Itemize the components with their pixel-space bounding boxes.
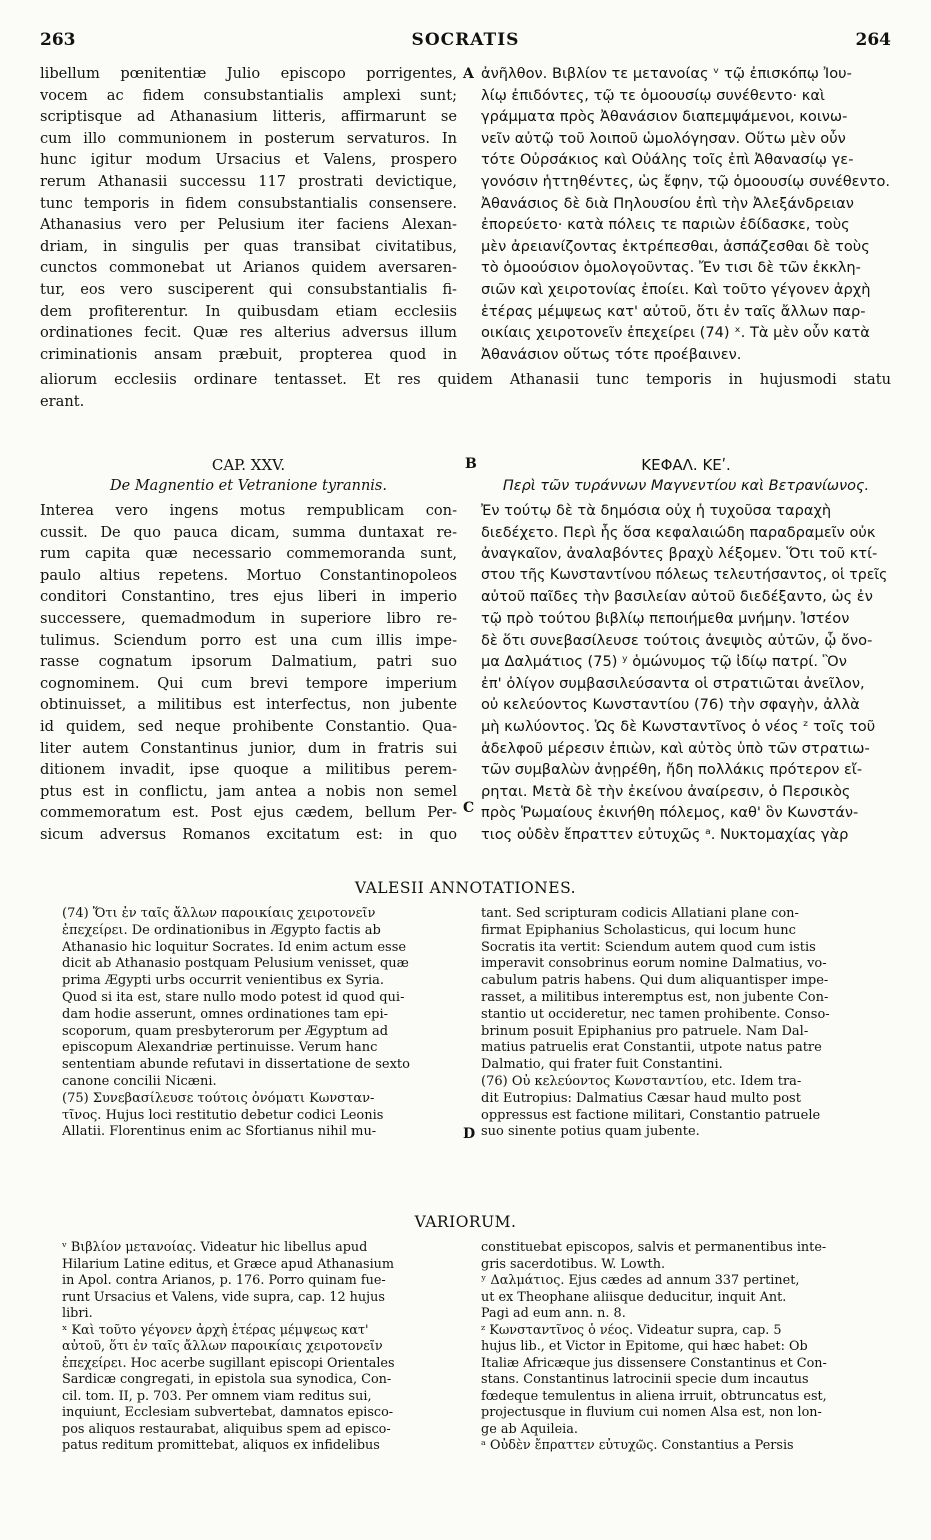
text-line: paulo altius repetens. Mortuo Constantinopoleos bbox=[40, 566, 457, 584]
text-line: tulimus. Sciendum porro est una cum illis impe- bbox=[40, 631, 457, 649]
variorum-line: Hilarium Latine editus, et Græce apud Athanasium bbox=[62, 1256, 395, 1272]
annotation-line: sententiam abunde refutavi in dissertatione de sexto bbox=[62, 1057, 410, 1073]
variorum-line: projectusque in fluvium cui nomen Alsa est, non lon- bbox=[481, 1405, 822, 1420]
text-line: cum illo communionem in posterum servaturos. In bbox=[40, 129, 457, 147]
variorum-notes-left bbox=[62, 1240, 462, 1455]
text-line: Athanasius vero per Pelusium iter faciens Alexan- bbox=[40, 216, 457, 234]
margin-marker-d: D bbox=[463, 1126, 476, 1142]
text-line: sicum adversus Romanos excitatum est: in quo bbox=[40, 825, 457, 843]
text-line: Ἀθανάσιον οὕτως τότε προέβαινεν. bbox=[481, 345, 742, 363]
greek-text-chapter bbox=[481, 500, 891, 846]
variorum-line: inquiunt, Ecclesiam subvertebat, damnatos episco- bbox=[62, 1405, 394, 1420]
chapter-heading-greek: ΚΕΦΑΛ. ΚΕʹ. bbox=[641, 456, 731, 474]
annotation-line: prima Ægypti urbs occurrit venientibus ex Syria. bbox=[62, 973, 385, 989]
annotation-line: ἐπεχείρει. De ordinationibus in Ægypto factis ab bbox=[62, 922, 381, 938]
text-line: rerum Athanasii successu 117 prostrati devictique, bbox=[40, 172, 457, 190]
variorum-line: Italiæ Africæque jus dissensere Constantinus et Con- bbox=[481, 1355, 827, 1371]
text-line: driam, in singulis per quas transibat civitatibus, bbox=[40, 237, 457, 255]
text-line: criminationis ansam præbuit, propterea quod in bbox=[40, 345, 457, 363]
text-line: τότε Οὐρσάκιος καὶ Οὐάλης τοῖς ἐπὶ Ἀθανασίῳ γε- bbox=[481, 151, 854, 169]
annotation-line: episcopum Alexandriæ pertinuisse. Verum hanc bbox=[62, 1040, 378, 1056]
annotation-line: (75) Συνεβασίλευσε τούτοις ὀνόματι Κωνσταν- bbox=[62, 1090, 375, 1106]
text-line: ἀναγκαῖον, ἀναλαβόντες βραχὺ λέξομεν. Ὅτι τοῦ κτί- bbox=[481, 545, 878, 563]
annotation-line: firmat Epiphanius Scholasticus, qui locum hunc bbox=[481, 922, 796, 938]
text-line: τῶν συμβαλὼν ἀνῃρέθη, ἤδη πολλάκις πρότερον εἴ- bbox=[481, 761, 863, 779]
variorum-line: ᶻ Κωνσταντῖνος ὁ νέος. Videatur supra, cap. 5 bbox=[481, 1322, 782, 1338]
text-line: ἑτέρας μέμψεως κατ' αὐτοῦ, ὅτι ἐν ταῖς ἄλλων παρ- bbox=[481, 302, 866, 320]
annotation-line: brinum posuit Epiphanius pro patruele. Nam Dal- bbox=[481, 1023, 809, 1039]
latin-full-width-continuation bbox=[40, 369, 891, 412]
annotation-line: τῖνος. Hujus loci restitutio debetur codici Leonis bbox=[62, 1107, 384, 1123]
variorum-line: pos aliquos restaurabat, aliquibus spem ad episco- bbox=[62, 1421, 391, 1437]
text-line: πρὸς Ῥωμαίους ἐκινήθη πόλεμος, καθ' ὃν Κωνστάν- bbox=[481, 804, 859, 822]
text-line: λίῳ ἐπιδόντες, τῷ τε ὁμοουσίῳ συνέθεντο· καὶ bbox=[481, 86, 825, 104]
text-line: ρηται. Μετὰ δὲ τὴν ἐκείνου ἀναίρεσιν, ὁ Περσικὸς bbox=[481, 782, 851, 800]
annotation-line: cabulum patris habens. Qui dum aliquantisper impe- bbox=[481, 973, 829, 989]
valesii-notes-right bbox=[481, 906, 891, 1141]
annotation-line: canone concilii Nicæni. bbox=[62, 1073, 217, 1089]
page-number-right: 264 bbox=[855, 30, 891, 50]
variorum-line: hujus lib., et Victor in Epitome, qui hæc habet: Ob bbox=[481, 1339, 808, 1354]
variorum-line: gris sacerdotibus. W. Lowth. bbox=[481, 1256, 666, 1272]
annotation-line: stantio ut occideretur, nec tamen prohibente. Conso- bbox=[481, 1006, 830, 1022]
variorum-line: Sardicæ congregati, in epistola sua synodica, Con- bbox=[62, 1372, 392, 1387]
text-line: obtinuisset, a militibus est interfectus, non jubente bbox=[40, 696, 457, 714]
text-line: τὸ ὁμοούσιον ὁμολογοῦντας. Ἔν τισι δὲ τῶν ἐκκλη- bbox=[481, 259, 861, 277]
variorum-line: ᵛ Βιβλίον μετανοίας. Videatur hic libellus apud bbox=[62, 1240, 368, 1255]
annotation-line: oppressus est factione militari, Constantio patruele bbox=[481, 1107, 821, 1123]
text-line: ἐπορεύετο· κατὰ πόλεις τε παριὼν ἐδίδασκε, τοὺς bbox=[481, 216, 850, 234]
text-line: hunc igitur modum Ursacius et Valens, prospero bbox=[40, 151, 457, 169]
variorum-line: ᵃ Οὐδὲν ἔπραττεν εὐτυχῶς. Constantius a Persis bbox=[481, 1438, 794, 1453]
annotation-line: suo sinente potius quam jubente. bbox=[481, 1124, 700, 1140]
text-line: tunc temporis in fidem consubstantialis consensere. bbox=[40, 194, 457, 212]
text-line: rasse cognatum ipsorum Dalmatium, patri suo bbox=[40, 653, 457, 671]
text-line: μὲν ἀρειανίζοντας ἐκτρέπεσθαι, ἀσπάζεσθαι δὲ τοὺς bbox=[481, 237, 870, 255]
text-line: cunctos commonebat ut Arianos quidem aversaren- bbox=[40, 259, 457, 277]
text-line: ditionem invadit, ipse quoque a militibus perem- bbox=[40, 761, 457, 779]
variorum-line: in Apol. contra Arianos, p. 176. Porro quinam fue- bbox=[62, 1273, 386, 1288]
text-line: Interea vero ingens motus rempublicam con- bbox=[40, 502, 457, 519]
annotation-line: dam hodie asserunt, omnes ordinationes tam epi- bbox=[62, 1006, 389, 1022]
chapter-subtitle-latin: De Magnentio et Vetranione tyrannis. bbox=[110, 478, 387, 494]
text-line: ἀδελφοῦ μέρεσιν ἐπιὼν, καὶ αὐτὸς ὑπὸ τῶν στρατιω- bbox=[481, 739, 870, 757]
text-line: ἀνῆλθον. Βιβλίον τε μετανοίας ᵛ τῷ ἐπισκόπῳ Ἰου- bbox=[481, 65, 852, 82]
text-line: scriptisque ad Athanasium litteris, affirmarunt se bbox=[40, 108, 457, 126]
variorum-line: ut ex Theophane aliisque deducitur, inquit Ant. bbox=[481, 1289, 787, 1305]
text-line: δὲ ὅτι συνεβασίλευσε τούτοις ἀνεψιὸς αὐτῶν, ᾧ ὄνο- bbox=[481, 631, 873, 649]
text-line: vocem ac fidem consubstantialis amplexi sunt; bbox=[40, 86, 457, 104]
valesii-annotations-title: VALESII ANNOTATIONES. bbox=[354, 879, 577, 897]
text-line: Ἀθανάσιος δὲ διὰ Πηλουσίου ἐπὶ τὴν Ἀλεξάνδρειαν bbox=[481, 194, 854, 212]
text-line: τιος οὐδὲν ἔπραττεν εὐτυχῶς ᵃ. Νυκτομαχίας γὰρ bbox=[481, 825, 849, 843]
variorum-line: ˣ Καὶ τοῦτο γέγονεν ἀρχὴ ἑτέρας μέμψεως κατ' bbox=[62, 1322, 369, 1338]
text-line: cussit. De quo pauca dicam, summa duntaxat re- bbox=[40, 523, 457, 541]
latin-text-top bbox=[40, 63, 457, 365]
text-line: ordinationes fecit. Quæ res alterius adversus illum bbox=[40, 324, 457, 342]
text-line: μὴ κωλύοντος. Ὡς δὲ Κωνσταντῖνος ὁ νέος ᶻ τοῖς τοῦ bbox=[481, 717, 876, 735]
text-line: tur, eos vero susciperent qui consubstantialis fi- bbox=[40, 280, 457, 298]
annotation-line: Socratis ita vertit: Sciendum autem quod cum istis bbox=[481, 939, 816, 955]
text-line: οὐ κελεύοντος Κωνσταντίου (76) τὴν σφαγὴν, ἀλλὰ bbox=[481, 696, 860, 714]
text-line: γονόσιν ἡττηθέντες, ὡς ἔφην, τῷ ὁμοουσίῳ συνέθεντο. bbox=[481, 172, 891, 190]
variorum-notes-right bbox=[481, 1240, 891, 1455]
latin-text-chapter bbox=[40, 500, 457, 846]
text-line: ἐπ' ὀλίγον συμβασιλεύσαντα οἱ στρατιῶται ἀνεῖλον, bbox=[481, 674, 865, 692]
chapter-subtitle-greek: Περὶ τῶν τυράννων Μαγνεντίου καὶ Βετρανίωνος. bbox=[502, 478, 870, 494]
annotation-line: rasset, a militibus interemptus est, non jubente Con- bbox=[481, 989, 829, 1005]
annotation-line: scoporum, quam presbyterorum per Ægyptum ad bbox=[62, 1023, 389, 1039]
text-line: στου τῆς Κωνσταντίνου πόλεως τελευτήσαντος, οἱ τρεῖς bbox=[481, 566, 888, 583]
text-line: aliorum ecclesiis ordinare tentasset. Et res quidem Athanasii tunc temporis in hujusmodi statu bbox=[40, 371, 891, 388]
variorum-line: patus reditum promittebat, aliquos ex infidelibus bbox=[62, 1438, 380, 1453]
annotation-line: imperavit consobrinus eorum nomine Dalmatius, vo- bbox=[481, 956, 827, 972]
variorum-line: cil. tom. II, p. 703. Per omnem viam reditus sui, bbox=[62, 1388, 372, 1404]
text-line: ptus est in conflictu, jam antea a nobis non semel bbox=[40, 782, 457, 800]
variorum-line: stans. Constantinus latrocinii specie dum incautus bbox=[481, 1372, 809, 1387]
annotation-line: (74) Ὅτι ἐν ταῖς ἄλλων παροικίαις χειροτονεῖν bbox=[62, 906, 376, 921]
greek-text-top bbox=[481, 63, 891, 365]
annotation-line: dicit ab Athanasio postquam Pelusium venisset, quæ bbox=[62, 956, 409, 972]
annotation-line: tant. Sed scripturam codicis Allatiani plane con- bbox=[481, 906, 799, 921]
variorum-line: fœdeque temulentus in aliena irruit, obtruncatus est, bbox=[481, 1388, 827, 1404]
text-line: id quidem, sed neque prohibente Constantio. Qua- bbox=[40, 717, 457, 735]
running-title: SOCRATIS bbox=[411, 30, 520, 50]
annotation-line: (76) Οὐ κελεύοντος Κωνσταντίου, etc. Idem tra- bbox=[481, 1073, 802, 1089]
text-line: μα Δαλμάτιος (75) ʸ ὁμώνυμος τῷ ἰδίῳ πατρί. Ὃν bbox=[481, 653, 847, 671]
annotation-line: Quod si ita est, stare nullo modo potest id quod qui- bbox=[62, 989, 405, 1005]
text-line: libellum pœnitentiæ Julio episcopo porrigentes, bbox=[40, 65, 457, 82]
variorum-line: ge ab Aquileia. bbox=[481, 1421, 578, 1437]
variorum-line: αὐτοῦ, ὅτι ἐν ταῖς ἄλλων παροικίαις χειροτονεῖν bbox=[62, 1339, 383, 1354]
annotation-line: Allatii. Florentinus enim ac Sfortianus nihil mu- bbox=[62, 1124, 377, 1140]
variorum-line: runt Ursacius et Valens, vide supra, cap. 12 hujus bbox=[62, 1289, 385, 1305]
page-number-left: 263 bbox=[40, 30, 76, 50]
text-line: cognominem. Qui cum brevi tempore imperium bbox=[40, 674, 457, 692]
variorum-line: libri. bbox=[62, 1306, 93, 1321]
margin-marker-a: A bbox=[463, 66, 474, 82]
text-line: τῷ πρὸ τούτου βιβλίῳ πεποιήμεθα μνήμην. Ἰστέον bbox=[481, 609, 850, 627]
text-line: νεῖν αὐτῷ τοῦ λοιποῦ ὡμολόγησαν. Οὕτω μὲν οὖν bbox=[481, 129, 846, 147]
margin-marker-b: B bbox=[465, 456, 477, 472]
text-line: rum capita quæ necessario commemoranda sunt, bbox=[40, 545, 457, 563]
annotation-line: Dalmatio, qui frater fuit Constantini. bbox=[481, 1057, 723, 1073]
margin-marker-c: C bbox=[463, 800, 475, 816]
text-line: οικίαις χειροτονεῖν ἐπεχείρει (74) ˣ. Τὰ μὲν οὖν κατὰ bbox=[481, 324, 870, 342]
annotation-line: dit Eutropius: Dalmatius Cæsar haud multo post bbox=[481, 1090, 801, 1106]
text-line: Ἐν τούτῳ δὲ τὰ δημόσια οὐχ ἡ τυχοῦσα ταραχὴ bbox=[481, 502, 832, 519]
variorum-line: ἐπεχείρει. Hoc acerbe sugillant episcopi Orientales bbox=[62, 1355, 395, 1371]
variorum-line: constituebat episcopos, salvis et permanentibus inte- bbox=[481, 1240, 827, 1255]
text-line: erant. bbox=[40, 392, 85, 410]
text-line: conditori Constantino, tres ejus liberi in imperio bbox=[40, 588, 457, 606]
variorum-title: VARIORUM. bbox=[414, 1213, 517, 1231]
variorum-line: ʸ Δαλμάτιος. Ejus cædes ad annum 337 pertinet, bbox=[481, 1273, 800, 1288]
running-header bbox=[40, 30, 891, 56]
text-line: γράμματα πρὸς Ἀθανάσιον διαπεμψάμενοι, κοινω- bbox=[481, 108, 848, 126]
text-line: αὐτοῦ παῖδες τὴν βασιλείαν αὐτοῦ διεδέξαντο, ὡς ἐν bbox=[481, 588, 873, 606]
text-line: commemoratum est. Post ejus cædem, bellum Per- bbox=[40, 804, 457, 822]
chapter-heading-latin: CAP. XXV. bbox=[211, 456, 286, 474]
annotation-line: Athanasio hic loquitur Socrates. Id enim actum esse bbox=[62, 939, 407, 955]
text-line: dem profiterentur. In quibusdam etiam ecclesiis bbox=[40, 302, 457, 320]
text-line: σιῶν καὶ χειροτονίας ἐποίει. Καὶ τοῦτο γέγονεν ἀρχὴ bbox=[481, 280, 871, 298]
annotation-line: matius patruelis erat Constantii, utpote natus patre bbox=[481, 1040, 822, 1056]
text-line: διεδέχετο. Περὶ ἧς ὅσα κεφαλαιώδη παραδραμεῖν οὐκ bbox=[481, 523, 876, 541]
text-line: liter autem Constantinus junior, dum in fratris sui bbox=[40, 739, 457, 757]
variorum-line: Pagi ad eum ann. n. 8. bbox=[481, 1306, 626, 1321]
text-line: successere, quemadmodum in superiore libro re- bbox=[40, 609, 457, 627]
valesii-notes-left bbox=[62, 906, 462, 1141]
